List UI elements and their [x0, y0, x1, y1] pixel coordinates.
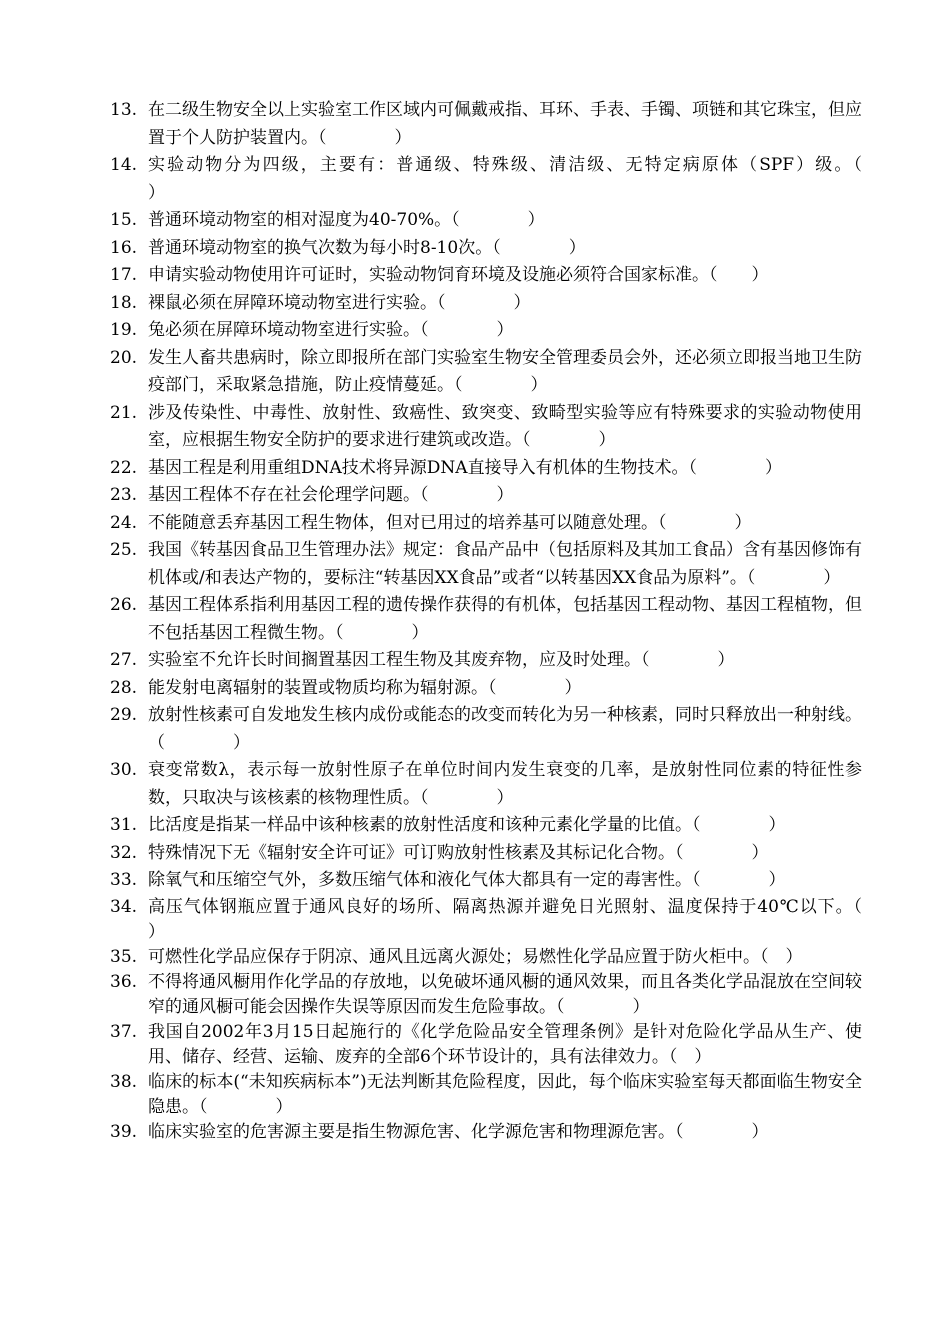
question-number: 37. [110, 1021, 138, 1042]
question-number: 19. [110, 320, 138, 340]
question-item [110, 895, 930, 945]
question-text: 基因工程是利用重组DNA技术将异源DNA直接导入有机体的生物技术。（ ） [148, 457, 783, 478]
question-number: 28. [110, 677, 138, 698]
question-text: 涉及传染性、中毒性、放射性、致癌性、致突变、致畸型实验等应有特殊要求的实验动物使用室，应根据生物安全防护的要求进行建筑或改造。（ ） [148, 402, 862, 450]
question-text: 实验室不允许长时间搁置基因工程生物及其废弃物，应及时处理。（ ） [148, 650, 735, 670]
question-number: 32. [110, 842, 138, 863]
question-text: 不能随意丢弃基因工程生物体，但对已用过的培养基可以随意处理。（ ） [148, 512, 752, 533]
question-number: 15. [110, 210, 138, 230]
question-text: 在二级生物安全以上实验室工作区域内可佩戴戒指、耳环、手表、手镯、项链和其它珠宝，但应置于个人防护装置内。（ ） [148, 100, 862, 148]
question-item [110, 207, 862, 235]
question-item [110, 1070, 862, 1120]
question-text: 基因工程体不存在社会伦理学问题。（ ） [148, 485, 514, 505]
question-number: 34. [110, 896, 138, 917]
question-item [110, 317, 862, 345]
question-number: 26. [110, 595, 138, 615]
question-item [110, 1020, 862, 1070]
question-item [110, 592, 862, 647]
question-number: 21. [110, 402, 138, 423]
question-item [110, 812, 862, 840]
question-number: 13. [110, 100, 138, 120]
question-text: 申请实验动物使用许可证时，实验动物饲育环境及设施必须符合国家标准。（ ） [148, 265, 769, 285]
question-number: 16. [110, 237, 138, 258]
question-number: 30. [110, 760, 138, 780]
question-number: 31. [110, 815, 138, 835]
question-number: 36. [110, 971, 138, 992]
question-number: 29. [110, 705, 138, 725]
question-item [110, 345, 862, 400]
question-text: 普通环境动物室的换气次数为每小时8-10次。（ ） [148, 237, 586, 258]
question-item [110, 757, 862, 812]
question-item [110, 510, 862, 538]
question-text: 除氧气和压缩空气外，多数压缩气体和液化气体大都具有一定的毒害性。（ ） [148, 870, 786, 890]
question-number: 17. [110, 265, 138, 285]
question-text: 兔必须在屏障环境动物室进行实验。（ ） [148, 320, 514, 340]
question-item [110, 152, 930, 207]
question-item [110, 702, 862, 757]
question-item [110, 97, 862, 152]
question-text: 实验动物分为四级，主要有：普通级、特殊级、清洁级、无特定病原体（SPF）级。（ ） [148, 155, 930, 203]
question-text: 可燃性化学品应保存于阴凉、通风且远离火源处；易燃性化学品应置于防火柜中。（ ） [148, 946, 803, 967]
question-number: 22. [110, 457, 138, 478]
question-item [110, 262, 862, 290]
question-item [110, 537, 862, 592]
question-list [110, 97, 930, 1145]
question-number: 25. [110, 540, 138, 560]
question-item [110, 400, 862, 455]
question-text: 发生人畜共患病时，除立即报所在部门实验室生物安全管理委员会外，还必须立即报当地卫生防疫部门，采取紧急措施，防止疫情蔓延。（ ） [148, 347, 862, 395]
question-text: 能发射电离辐射的装置或物质均称为辐射源。（ ） [148, 677, 582, 698]
question-text: 我国自2002年3月15日起施行的《化学危险品安全管理条例》是针对危险化学品从生产、使用、储存、经营、运输、废弃的全部6个环节设计的，具有法律效力。（ ） [148, 1021, 862, 1067]
question-item [110, 1120, 862, 1145]
question-number: 39. [110, 1121, 138, 1142]
question-item [110, 647, 862, 675]
question-item [110, 970, 862, 1020]
question-text: 放射性核素可自发地发生核内成份或能态的改变而转化为另一种核素，同时只释放出一种射线。（ ） [148, 705, 862, 753]
question-number: 38. [110, 1071, 138, 1092]
question-text: 临床实验室的危害源主要是指生物源危害、化学源危害和物理源危害。（ ） [148, 1121, 769, 1142]
question-number: 18. [110, 292, 138, 313]
question-text: 基因工程体系指利用基因工程的遗传操作获得的有机体，包括基因工程动物、基因工程植物，但不包括基因工程微生物。（ ） [148, 595, 862, 643]
question-text: 特殊情况下无《辐射安全许可证》可订购放射性核素及其标记化合物。（ ） [148, 842, 769, 863]
question-number: 27. [110, 650, 138, 670]
question-item [110, 482, 862, 510]
question-text: 不得将通风橱用作化学品的存放地，以免破坏通风橱的通风效果，而且各类化学品混放在空间较窄的通风橱可能会因操作失误等原因而发生危险事故。（ ） [148, 971, 862, 1017]
question-item [110, 945, 862, 970]
question-text: 衰变常数λ，表示每一放射性原子在单位时间内发生衰变的几率，是放射性同位素的特征性参数，只取决与该核素的核物理性质。（ ） [148, 760, 862, 808]
question-item [110, 675, 862, 703]
question-number: 35. [110, 946, 138, 967]
question-text: 临床的标本(“未知疾病标本”)无法判断其危险程度，因此，每个临床实验室每天都面临生物安全隐患。（ ） [148, 1071, 862, 1117]
question-number: 33. [110, 870, 138, 890]
question-item [110, 840, 862, 868]
question-text: 普通环境动物室的相对湿度为40-70%。（ ） [148, 210, 545, 230]
question-item [110, 290, 862, 318]
question-text: 高压气体钢瓶应置于通风良好的场所、隔离热源并避免日光照射、温度保持于40℃以下。（ ） [148, 896, 930, 942]
question-number: 14. [110, 155, 138, 175]
question-item [110, 455, 862, 483]
question-number: 24. [110, 512, 138, 533]
question-text: 比活度是指某一样品中该种核素的放射性活度和该种元素化学量的比值。（ ） [148, 815, 786, 835]
question-text: 裸鼠必须在屏障环境动物室进行实验。（ ） [148, 292, 531, 313]
question-item [110, 867, 862, 895]
question-text: 我国《转基因食品卫生管理办法》规定：食品产品中（包括原料及其加工食品）含有基因修饰有机体或/和表达产物的，要标注“转基因XX食品”或者“以转基因XX食品为原料”。（ ） [148, 540, 862, 588]
question-item [110, 235, 862, 263]
question-number: 20. [110, 347, 138, 368]
question-number: 23. [110, 485, 138, 505]
